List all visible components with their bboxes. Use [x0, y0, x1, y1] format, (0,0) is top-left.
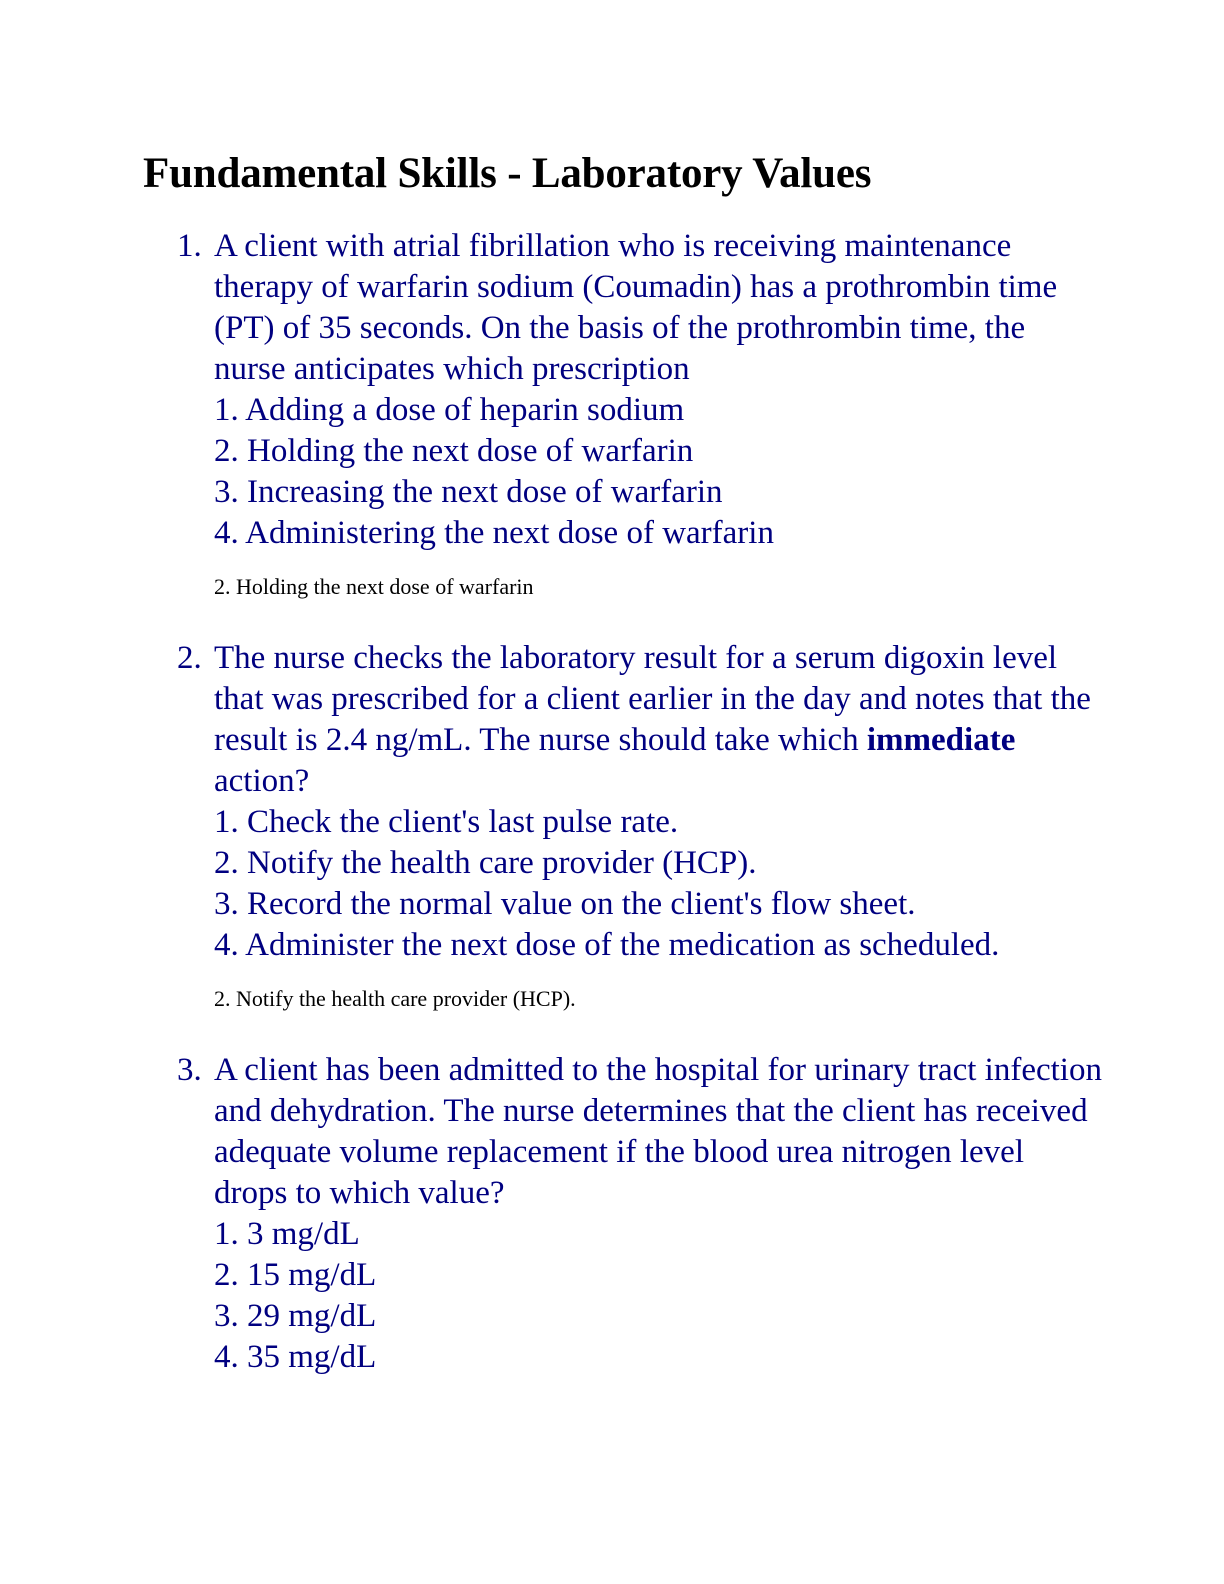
answer-text: 2. Holding the next dose of warfarin: [214, 574, 534, 599]
option-item: 2. Notify the health care provider (HCP).: [214, 845, 757, 881]
option-item: 4. 35 mg/dL: [214, 1339, 377, 1375]
question-stem: [143, 226, 1103, 390]
option-item: 3. 29 mg/dL: [214, 1298, 377, 1334]
question-3: [143, 1050, 1103, 1378]
question-stem: [143, 638, 1103, 802]
question-text: A client with atrial fibrillation who is receiving maintenance therapy of warfarin sodium (Coumadin) has a prothrombin time (PT) of 35 seconds. On the basis of the prothrombin time, the nurse anticipates which prescription: [214, 228, 1058, 387]
question-2: [143, 638, 1103, 966]
option-item: 4. Administer the next dose of the medication as scheduled.: [214, 927, 1000, 963]
question-text: A client has been admitted to the hospital for urinary tract infection and dehydration. The nurse determines that the client has received adequate volume replacement if the blood urea nitrogen level drops to which value?: [214, 1052, 1102, 1211]
question-1: [143, 226, 1103, 554]
option-item: 1. 3 mg/dL: [214, 1216, 360, 1252]
option-item: 3. Record the normal value on the client's flow sheet.: [214, 886, 916, 922]
option-item: 2. 15 mg/dL: [214, 1257, 377, 1293]
question-number: 1.: [177, 228, 202, 264]
option-list: [143, 1214, 1103, 1378]
question-number: 3.: [177, 1052, 202, 1088]
option-list: [143, 390, 1103, 554]
option-item: 2. Holding the next dose of warfarin: [214, 433, 694, 469]
question-text-end: action?: [214, 763, 310, 799]
question-number: 2.: [177, 640, 202, 676]
option-item: 1. Check the client's last pulse rate.: [214, 804, 679, 840]
option-item: 3. Increasing the next dose of warfarin: [214, 474, 723, 510]
option-item: 4. Administering the next dose of warfarin: [214, 515, 774, 551]
document-page: [143, 150, 1103, 1378]
option-item: 1. Adding a dose of heparin sodium: [214, 392, 685, 428]
question-text: The nurse checks the laboratory result for a serum digoxin level that was prescribed for a client earlier in the day and notes that the result is 2.4 ng/mL. The nurse should take which: [214, 640, 1091, 758]
question-stem: [143, 1050, 1103, 1214]
answer-text: 2. Notify the health care provider (HCP).: [214, 986, 576, 1011]
option-list: [143, 802, 1103, 966]
page-title: Fundamental Skills - Laboratory Values: [143, 150, 872, 197]
emphasis-text: immediate: [866, 722, 1016, 758]
